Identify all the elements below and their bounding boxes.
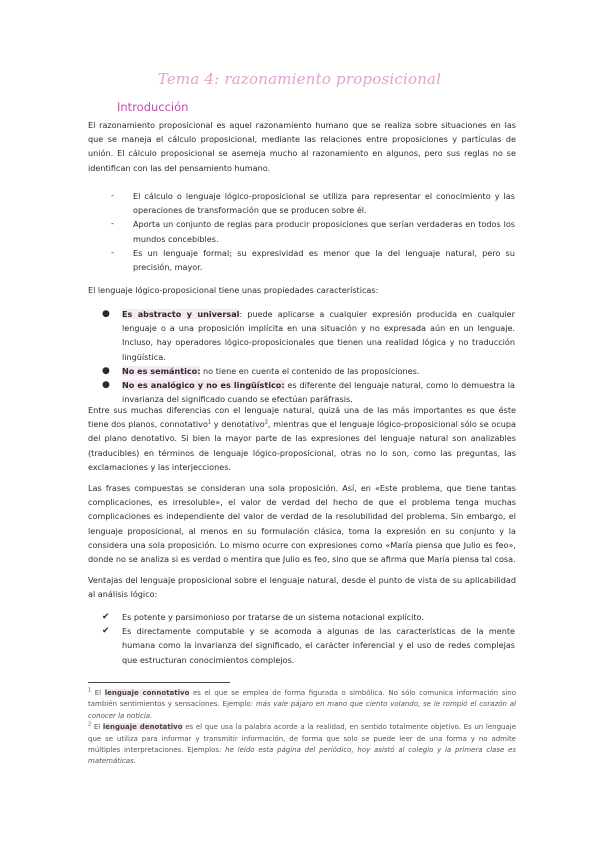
paragraph-differences: Entre sus muchas diferencias con el lenguaje natural, quizá una de las más importantes es que éste tiene dos planos, connotativo$^1$ y denotativo$^2$, mientras que el lenguaje lógico-proposicional sólo se ocupa del plano denotativo. Si bien la mayor parte de las expresiones del lenguaje natural son analizables (traducibles) en términos de lenguaje lógico-proposicional, otras no lo son, como las preguntas, las exclamaciones y las interjecciones. <box>88 405 516 472</box>
footnote-ref[interactable]: 1 <box>207 419 212 426</box>
page-title: Tema 4: razonamiento proposicional <box>157 70 442 88</box>
footnote-ref[interactable]: 2 <box>264 419 268 426</box>
checkmark-icon: ✔ <box>102 626 110 637</box>
list-item: ✔ Es directamente computable y se acomoda a algunas de las características de la mente humana como la invarianza del significado, el carácter inferencial y el uso de redes complejas que estructuran conocimientos complejos. <box>102 626 515 665</box>
list-item: ● No es analógico y no es lingüístico: es diferente del lenguaje natural, como lo demuestra la invarianza del significado cuando se efectúan paráfrasis. <box>102 380 515 405</box>
list-item: ● No es semántico: no tiene en cuenta el contenido de las proposiciones. <box>122 364 515 378</box>
checkmark-icon: ✔ <box>102 612 110 622</box>
bullet-icon: ● <box>102 309 110 319</box>
bullet-list <box>102 307 515 406</box>
footnote: $^2$ El lenguaje denotativo es el que usa la palabra acorde a la realidad, en sentido totalmente objetivo. Es un lenguaje que se utiliza para informar y transmitir información, de forma que solo se puede leer de una forma y no admite múltiples interpretaciones. Ejemplos: he leído esta página del periódico, hoy asistó al colegio y la primera clase es matemáticas. <box>88 721 516 766</box>
dash-marker: - <box>111 219 114 229</box>
footnotes <box>88 688 516 768</box>
list-item: ● Es abstracto y universal: puede aplicarse a cualquier expresión producida en cualquier lenguaje o a una proposición implícita en una situación y no expresada aún en un lenguaje. Incluso, hay operadores lógico-proposicionales que tienen una realidad lógica y no traducción lingüística. <box>102 309 515 362</box>
bullet-icon: ● <box>102 365 110 376</box>
section-heading: Introducción <box>117 100 189 114</box>
paragraph-advantages: Ventajas del lenguaje proposicional sobre el lenguaje natural, desde el punto de vista de su aplicabilidad al análisis lógico: <box>88 575 516 600</box>
footnote: $^1$ El lenguaje connotativo es el que se emplea de forma figurada o simbólica. No sólo comunica información sino también sentimientos y sensaciones. Ejemplo: más vale pájaro en mano que ciento volando, se le rompió el corazón al conocer la noticia. <box>88 687 517 720</box>
list-item: - Aporta un conjunto de reglas para producir proposiciones que serían verdaderas en todos los mundos concebibles. <box>111 219 515 244</box>
list-item: ✔ Es potente y parsimonioso por tratarse de un sistema notacional explícito. <box>122 610 515 624</box>
paragraph-compound: Las frases compuestas se consideran una sola proposición. Así, en «Este problema, que tiene tantas complicaciones, es irresoluble», el valor de verdad del hecho de que el problema tenga muchas complicaciones es independiente del valor de verdad de la resolubilidad del problema. Sin embargo, el lenguaje proposicional, al menos en su formulación clásica, toma la expresión en su conjunto y la considera una sola proposición. Lo mismo ocurre con expresiones como «María piensa que Julio es feo», donde no se analiza si es verdad o mentira que Julio es feo, sino que se afirma que María piensa tal cosa. <box>88 483 516 565</box>
check-list <box>102 610 515 667</box>
paragraph-properties: El lenguaje lógico-proposicional tiene unas propiedades características: <box>88 285 379 295</box>
list-item: - El cálculo o lenguaje lógico-proposicional se utiliza para representar el conocimiento y las operaciones de transformación que se producen sobre él. <box>111 191 515 216</box>
dash-marker: - <box>111 247 114 257</box>
paragraph-intro: El razonamiento proposicional es aquel razonamiento humano que se realiza sobre situaciones en las que se maneja el cálculo proposicional, mediante las relaciones entre proposiciones y partículas de unión. El cálculo proposicional se asemeja mucho al razonamiento en algunos, pero sus reglas no se identifican con las del pensamiento humano. <box>88 120 516 173</box>
list-item: - Es un lenguaje formal; su expresividad es menor que la del lenguaje natural, pero su precisión, mayor. <box>111 247 515 273</box>
dash-list <box>111 189 515 274</box>
footnote-divider <box>88 682 230 683</box>
bullet-icon: ● <box>102 380 110 391</box>
dash-marker: - <box>111 191 114 200</box>
